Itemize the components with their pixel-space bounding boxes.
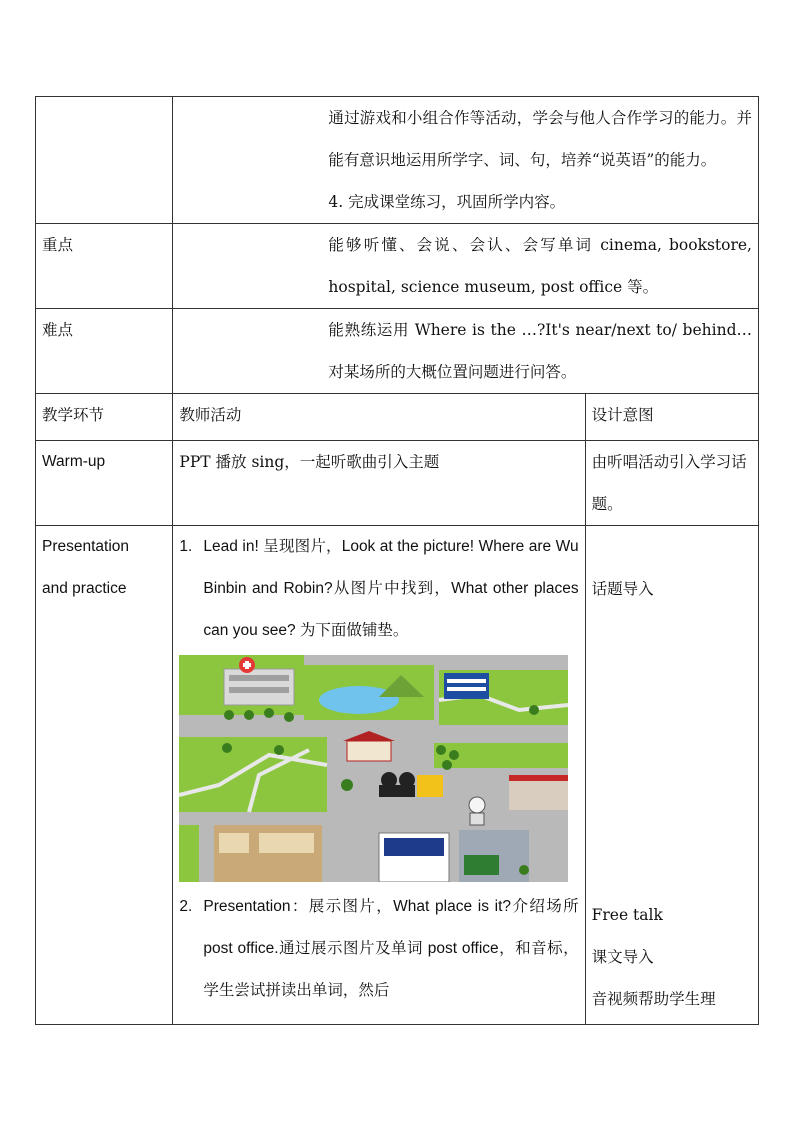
warmup-activity: PPT 播放 sing，一起听歌曲引入主题 [173,441,585,526]
key-points-row [36,224,759,309]
objectives-label-cell [36,97,173,224]
presentation-row [36,526,759,1025]
presentation-intent [585,526,758,1025]
objectives-text: 通过游戏和小组合作等活动，学会与他人合作学习的能力。并能有意识地运用所学字、词、句，培养“说英语”的能力。 [328,109,752,169]
header-design-intent: 设计意图 [585,394,758,441]
intent-free-talk: Free talk [591,906,663,924]
objectives-item-4: 4. 完成课堂练习，巩固所学内容。 [328,193,566,211]
step-2-number: 2. [179,898,193,915]
difficult-points-label: 难点 [36,309,173,394]
lesson-plan-table [35,96,759,1025]
intent-text-intro: 课文导入 [591,948,654,966]
step-2 [179,886,578,1012]
key-points-label: 重点 [36,224,173,309]
table-header-row [36,394,759,441]
presentation-stage-line1: Presentation [42,538,130,555]
step-1 [179,526,578,652]
warmup-stage: Warm-up [36,441,173,526]
warmup-intent: 由听唱活动引入学习话题。 [585,441,758,526]
intent-av: 音视频帮助学生理 [591,990,716,1008]
activity-steps [179,526,578,652]
step-2-text: Presentation：展示图片，What place is it?介绍场所 post office.通过展示图片及单词 post office，和音标，学生尝试拼读出单词，然后 [203,898,579,999]
step-1-text: Lead in! 呈现图片，Look at the picture! Where are Wu Binbin and Robin?从图片中找到，What other places can you see? 为下面做铺垫。 [203,538,579,639]
objectives-row [36,97,759,224]
header-teacher-activity: 教师活动 [173,394,585,441]
warmup-row [36,441,759,526]
key-points-text: 能够听懂、会说、会认、会写单词 cinema, bookstore, hospital, science museum, post office 等。 [173,224,759,309]
objectives-cell [173,97,759,224]
presentation-activity [173,526,585,1025]
difficult-points-text: 能熟练运用 Where is the …?It's near/next to/ behind…对某场所的大概位置问题进行问答。 [173,309,759,394]
difficult-points-row [36,309,759,394]
activity-steps-continued [179,886,578,1012]
step-1-number: 1. [179,538,193,555]
town-map-image [179,655,568,882]
presentation-stage [36,526,173,1025]
header-stage: 教学环节 [36,394,173,441]
presentation-stage-line2: and practice [42,580,127,597]
intent-topic: 话题导入 [591,580,654,598]
